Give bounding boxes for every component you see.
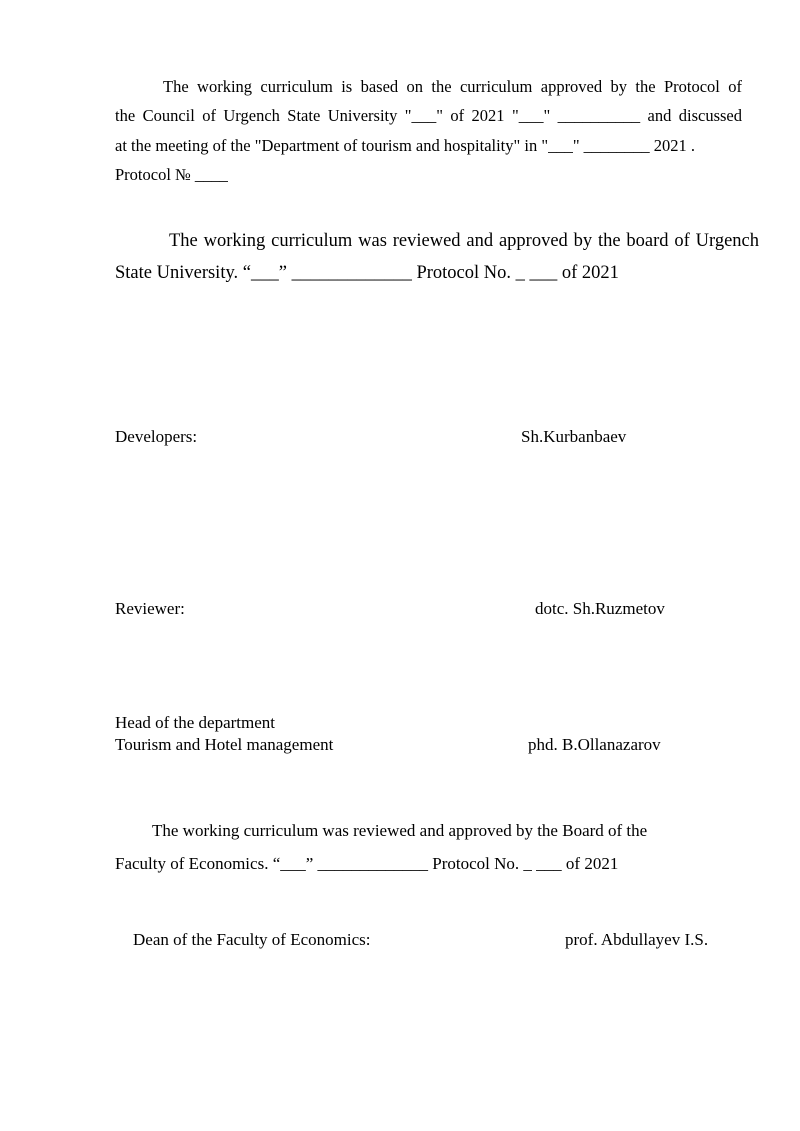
reviewer-name: dotc. Sh.Ruzmetov: [535, 599, 665, 618]
paragraph1-line2: the Council of Urgench State University "___" of 2021 "___" __________ and discussed: [115, 106, 742, 125]
paragraph3-line2: Faculty of Economics. “___” _____________ Protocol No. _ ___ of 2021: [115, 854, 619, 873]
dean-name: prof. Abdullayev I.S.: [565, 930, 709, 949]
dean-label: Dean of the Faculty of Economics:: [133, 930, 371, 949]
head-label-line2: Tourism and Hotel management: [115, 735, 334, 754]
paragraph1-line1: The working curriculum is based on the curriculum approved by the Protocol of: [163, 77, 742, 96]
developers-name: Sh.Kurbanbaev: [521, 427, 627, 446]
head-name: phd. B.Ollanazarov: [528, 735, 661, 754]
paragraph3-line1: The working curriculum was reviewed and approved by the Board of the: [152, 821, 648, 840]
paragraph2-line1: The working curriculum was reviewed and approved by the board of Urgench: [169, 231, 759, 251]
reviewer-label: Reviewer:: [115, 599, 185, 618]
paragraph2-line2: State University. “___” _____________ Protocol No. _ ___ of 2021: [115, 263, 619, 283]
head-label-line1: Head of the department: [115, 713, 276, 732]
developers-label: Developers:: [115, 427, 198, 446]
paragraph1-line3: at the meeting of the "Department of tourism and hospitality" in "___" ________ 2021 .: [115, 136, 696, 155]
paragraph1-line4: Protocol № ____: [115, 165, 228, 184]
